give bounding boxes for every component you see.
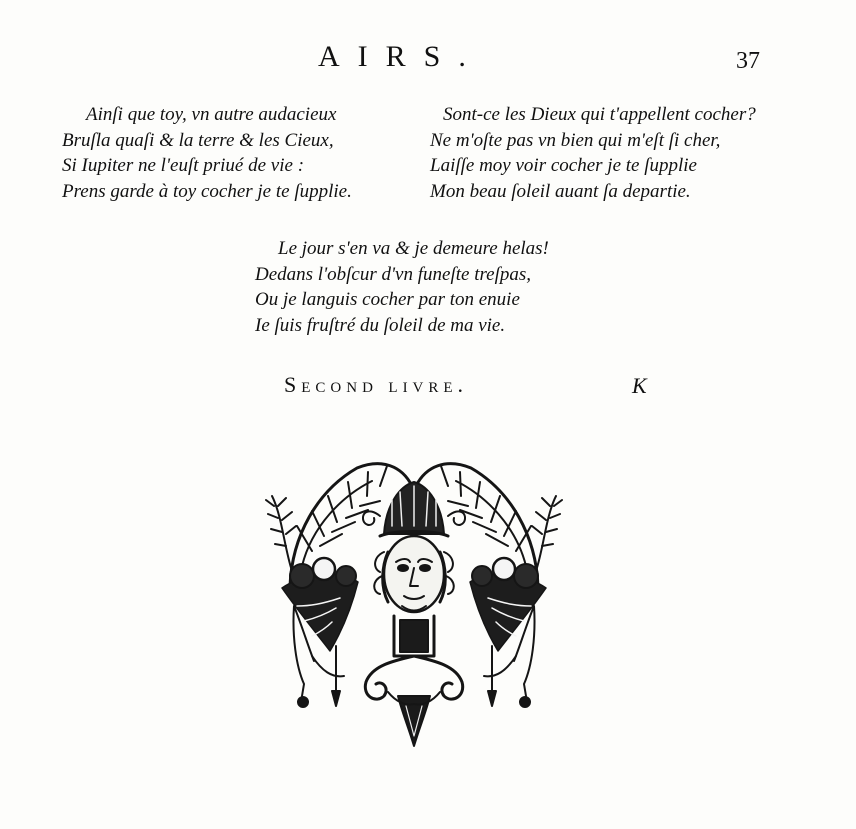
verse-line: Ne m'oſte pas vn bien qui m'eſt ſi cher,: [430, 129, 721, 151]
stanza-right: [430, 102, 756, 204]
verse-line: Ainſi que toy, vn autre audacieux: [86, 104, 337, 125]
page-number: 37: [736, 48, 760, 74]
stanza-left: [62, 102, 352, 204]
stanza-center: [255, 236, 549, 338]
verse-line: Si Iupiter ne l'euſt priué de vie :: [62, 155, 305, 176]
verse-line: Ou je languis cocher par ton enuie: [255, 289, 520, 310]
signature-line: Second livre.: [284, 372, 469, 397]
verse-line: Bruſla quaſi & la terre & les Cieux,: [62, 129, 334, 151]
verse-line: Laiſſe moy voir cocher je te ſupplie: [430, 155, 697, 176]
woodcut-mask-cornucopia-ornament-icon: [262, 456, 566, 756]
verse-line: Dedans l'obſcur d'vn funeſte treſpas,: [255, 263, 532, 285]
verse-line: Le jour s'en va & je demeure helas!: [278, 238, 549, 259]
verse-line: Mon beau ſoleil auant ſa departie.: [430, 180, 691, 202]
signature-mark: K: [632, 373, 647, 398]
verse-line: Prens garde à toy cocher je te ſupplie.: [62, 180, 352, 202]
running-title: AIRS.: [318, 40, 484, 73]
verse-line: Sont-ce les Dieux qui t'appellent cocher?: [443, 104, 756, 125]
verse-line: Ie ſuis fruſtré du ſoleil de ma vie.: [255, 314, 506, 336]
